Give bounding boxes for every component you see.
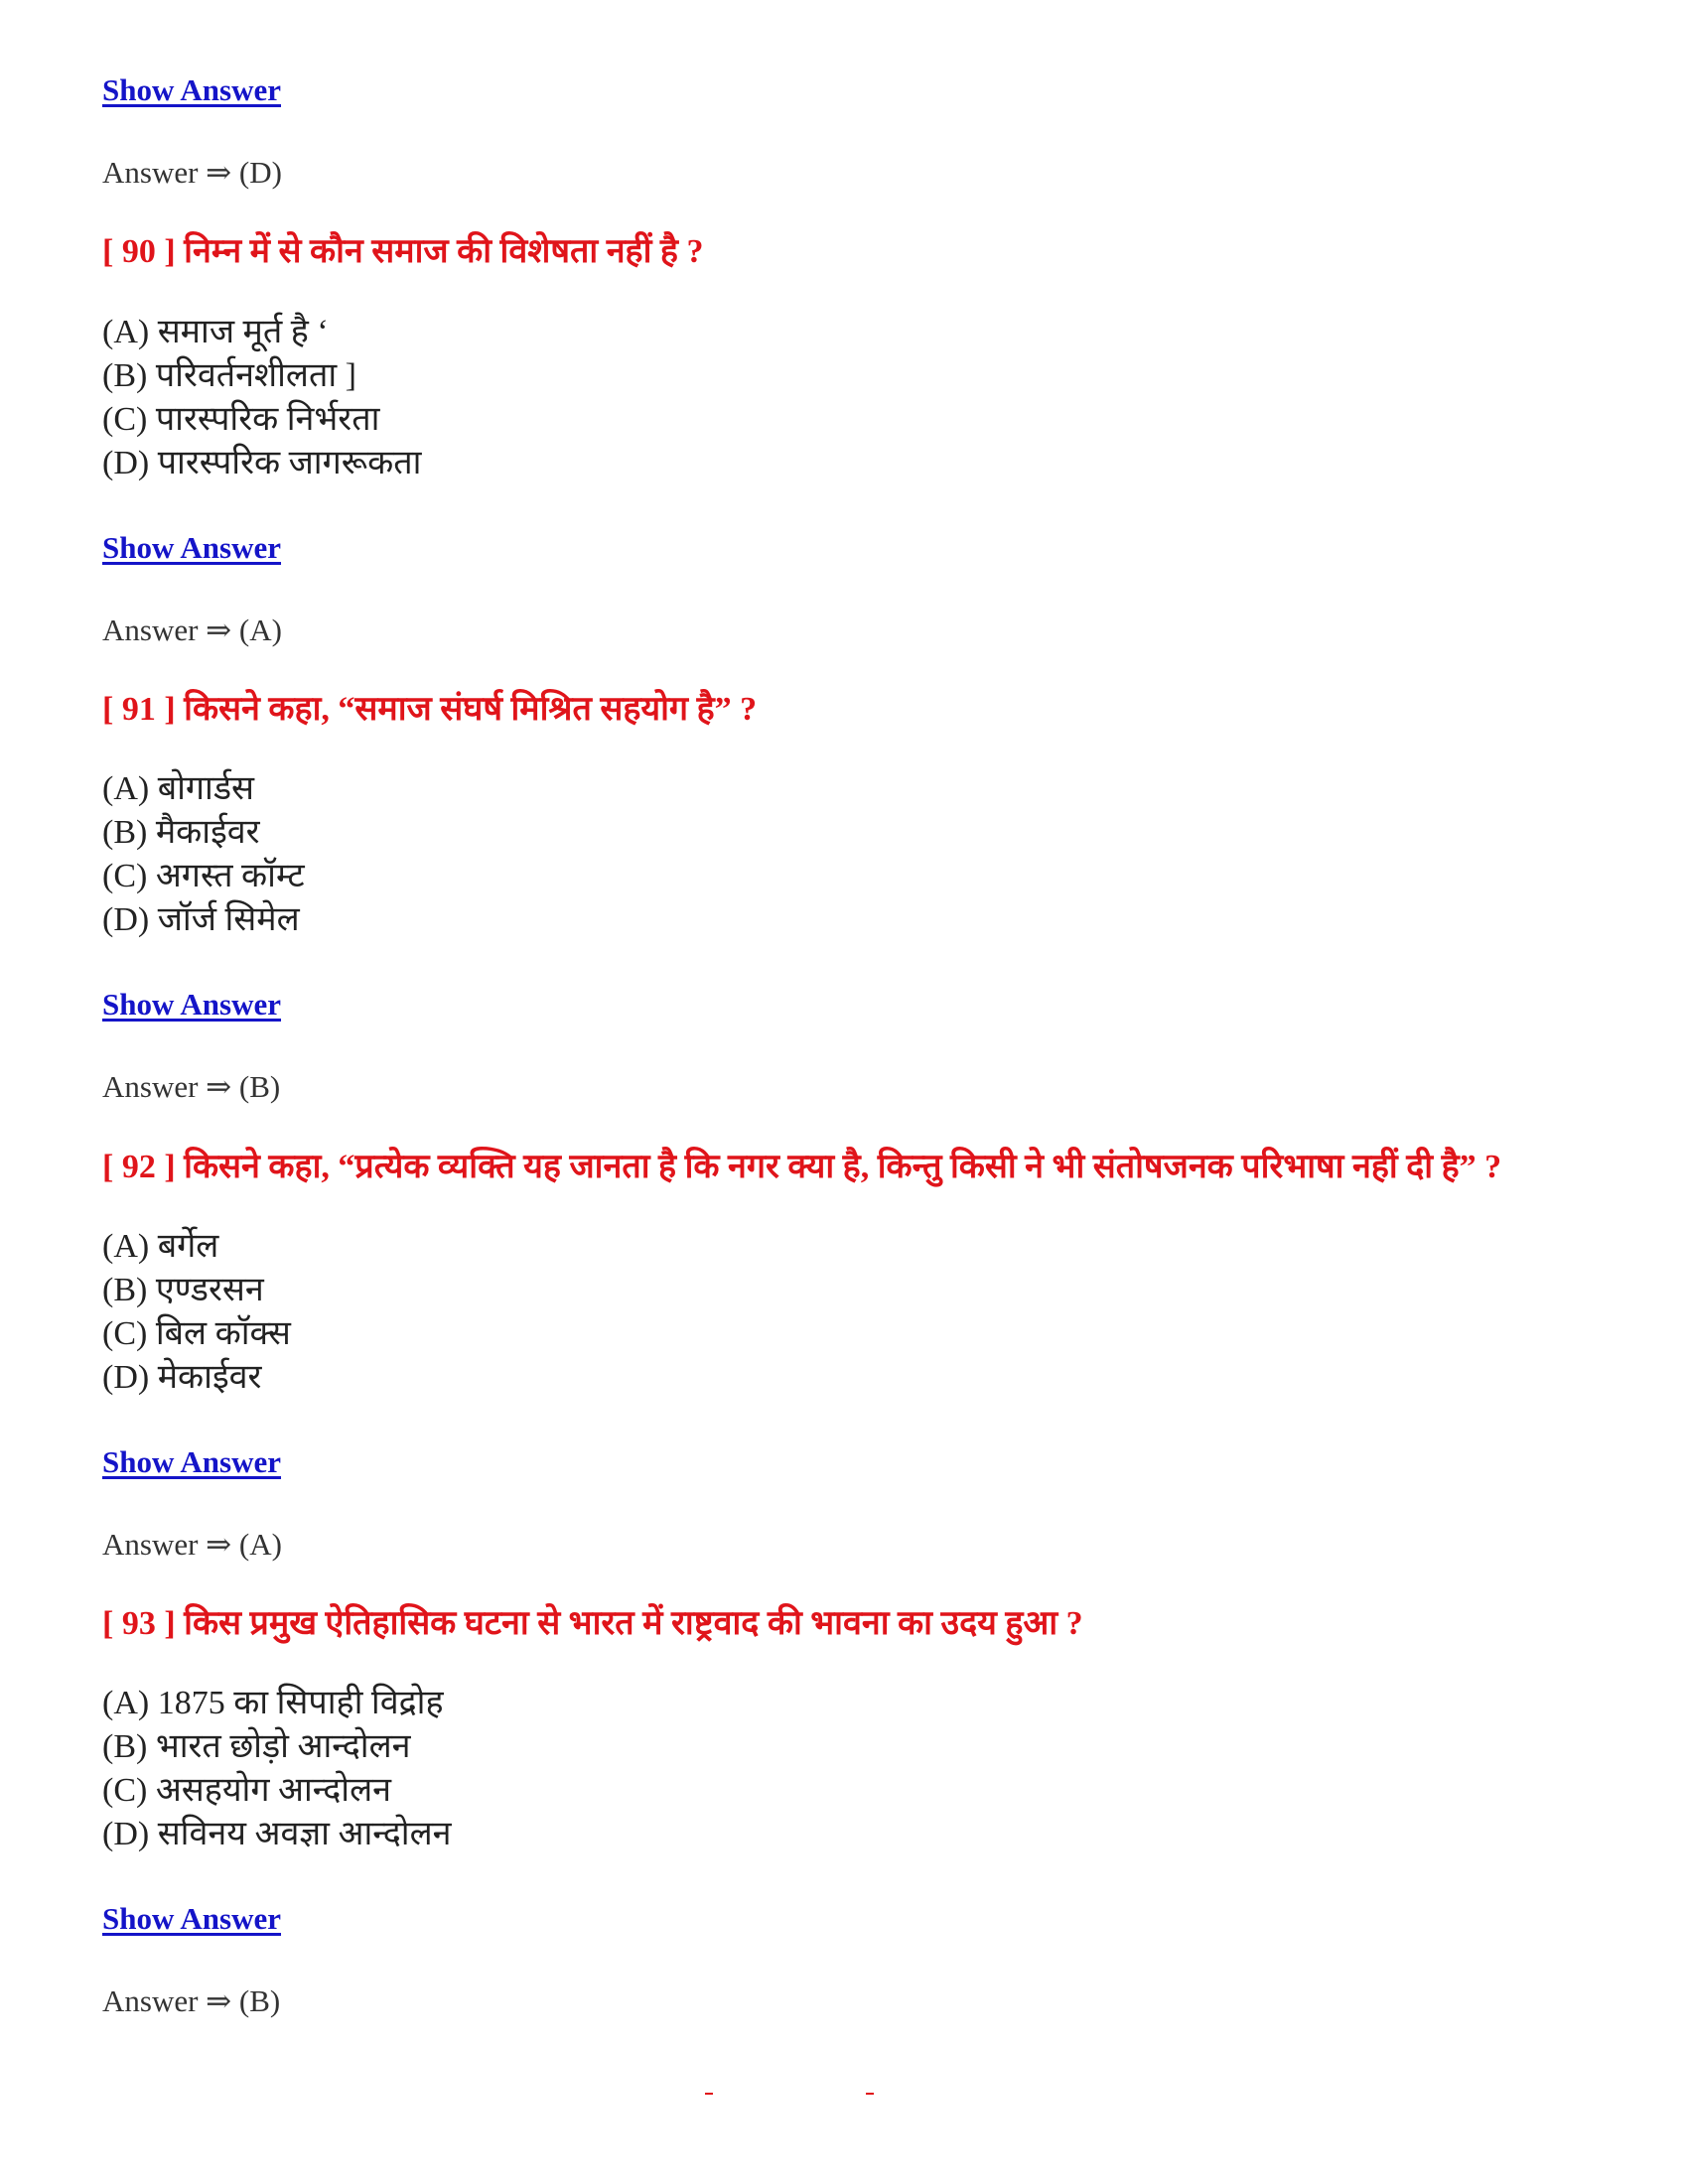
answer-text: Answer ⇒ (B)	[102, 1069, 281, 1105]
option-d: (D) जॉर्ज सिमेल	[102, 901, 300, 939]
show-answer-link[interactable]: Show Answer	[102, 72, 282, 107]
options-list	[102, 311, 1612, 485]
option-b: (B) भारत छोड़ो आन्दोलन	[102, 1728, 411, 1766]
option-b: (B) परिवर्तनशीलता ]	[102, 356, 356, 394]
option-a: (A) बोगार्डस	[102, 770, 255, 808]
option-a: (A) समाज मूर्त है ‘	[102, 313, 329, 350]
options-list	[102, 1225, 1612, 1400]
option-d: (D) सविनय अवज्ञा आन्दोलन	[102, 1816, 452, 1853]
option-a: (A) 1875 का सिपाही विद्रोह	[102, 1685, 444, 1722]
option-c: (C) अगस्त कॉम्ट	[102, 858, 305, 895]
quiz-page	[102, 71, 1612, 2020]
show-answer-link[interactable]: Show Answer	[102, 987, 282, 1023]
option-c: (C) पारस्परिक निर्भरता	[102, 400, 380, 438]
show-answer-link[interactable]: Show Answer	[102, 1901, 282, 1937]
option-c: (C) बिल कॉक्स	[102, 1314, 291, 1352]
option-d: (D) पारस्परिक जागरूकता	[102, 444, 422, 481]
option-b: (B) एण्डरसन	[102, 1271, 264, 1308]
question-block-91	[102, 688, 1612, 1106]
question-block-93	[102, 1602, 1612, 2020]
question-text: [ 92 ] किसने कहा, “प्रत्येक व्यक्ति यह जानता है कि नगर क्या है, किन्तु किसी ने भी संतोषजनक परिभाषा नहीं दी है” ?	[102, 1148, 1502, 1185]
question-text: [ 90 ] निम्न में से कौन समाज की विशेषता नहीं है ?	[102, 233, 704, 271]
question-block-92	[102, 1146, 1612, 1564]
question-block-90	[102, 230, 1612, 648]
footer-dash-mark	[866, 2093, 874, 2095]
options-list	[102, 1682, 1612, 1856]
question-text: [ 93 ] किस प्रमुख ऐतिहासिक घटना से भारत में राष्ट्रवाद की भावना का उदय हुआ ?	[102, 1605, 1083, 1643]
option-a: (A) बर्गेल	[102, 1227, 219, 1265]
answer-text: Answer ⇒ (D)	[102, 155, 282, 191]
show-answer-link[interactable]: Show Answer	[102, 1443, 282, 1479]
options-list	[102, 767, 1612, 942]
answer-block-89	[102, 71, 1612, 191]
option-c: (C) असहयोग आन्दोलन	[102, 1772, 392, 1810]
show-answer-link[interactable]: Show Answer	[102, 529, 282, 565]
option-d: (D) मेकाईवर	[102, 1358, 262, 1396]
option-b: (B) मैकाईवर	[102, 814, 260, 852]
footer-dash-mark	[705, 2093, 713, 2095]
answer-text: Answer ⇒ (A)	[102, 612, 282, 647]
answer-text: Answer ⇒ (B)	[102, 1983, 281, 2019]
answer-text: Answer ⇒ (A)	[102, 1526, 282, 1562]
question-text: [ 91 ] किसने कहा, “समाज संघर्ष मिश्रित सहयोग है” ?	[102, 690, 758, 728]
